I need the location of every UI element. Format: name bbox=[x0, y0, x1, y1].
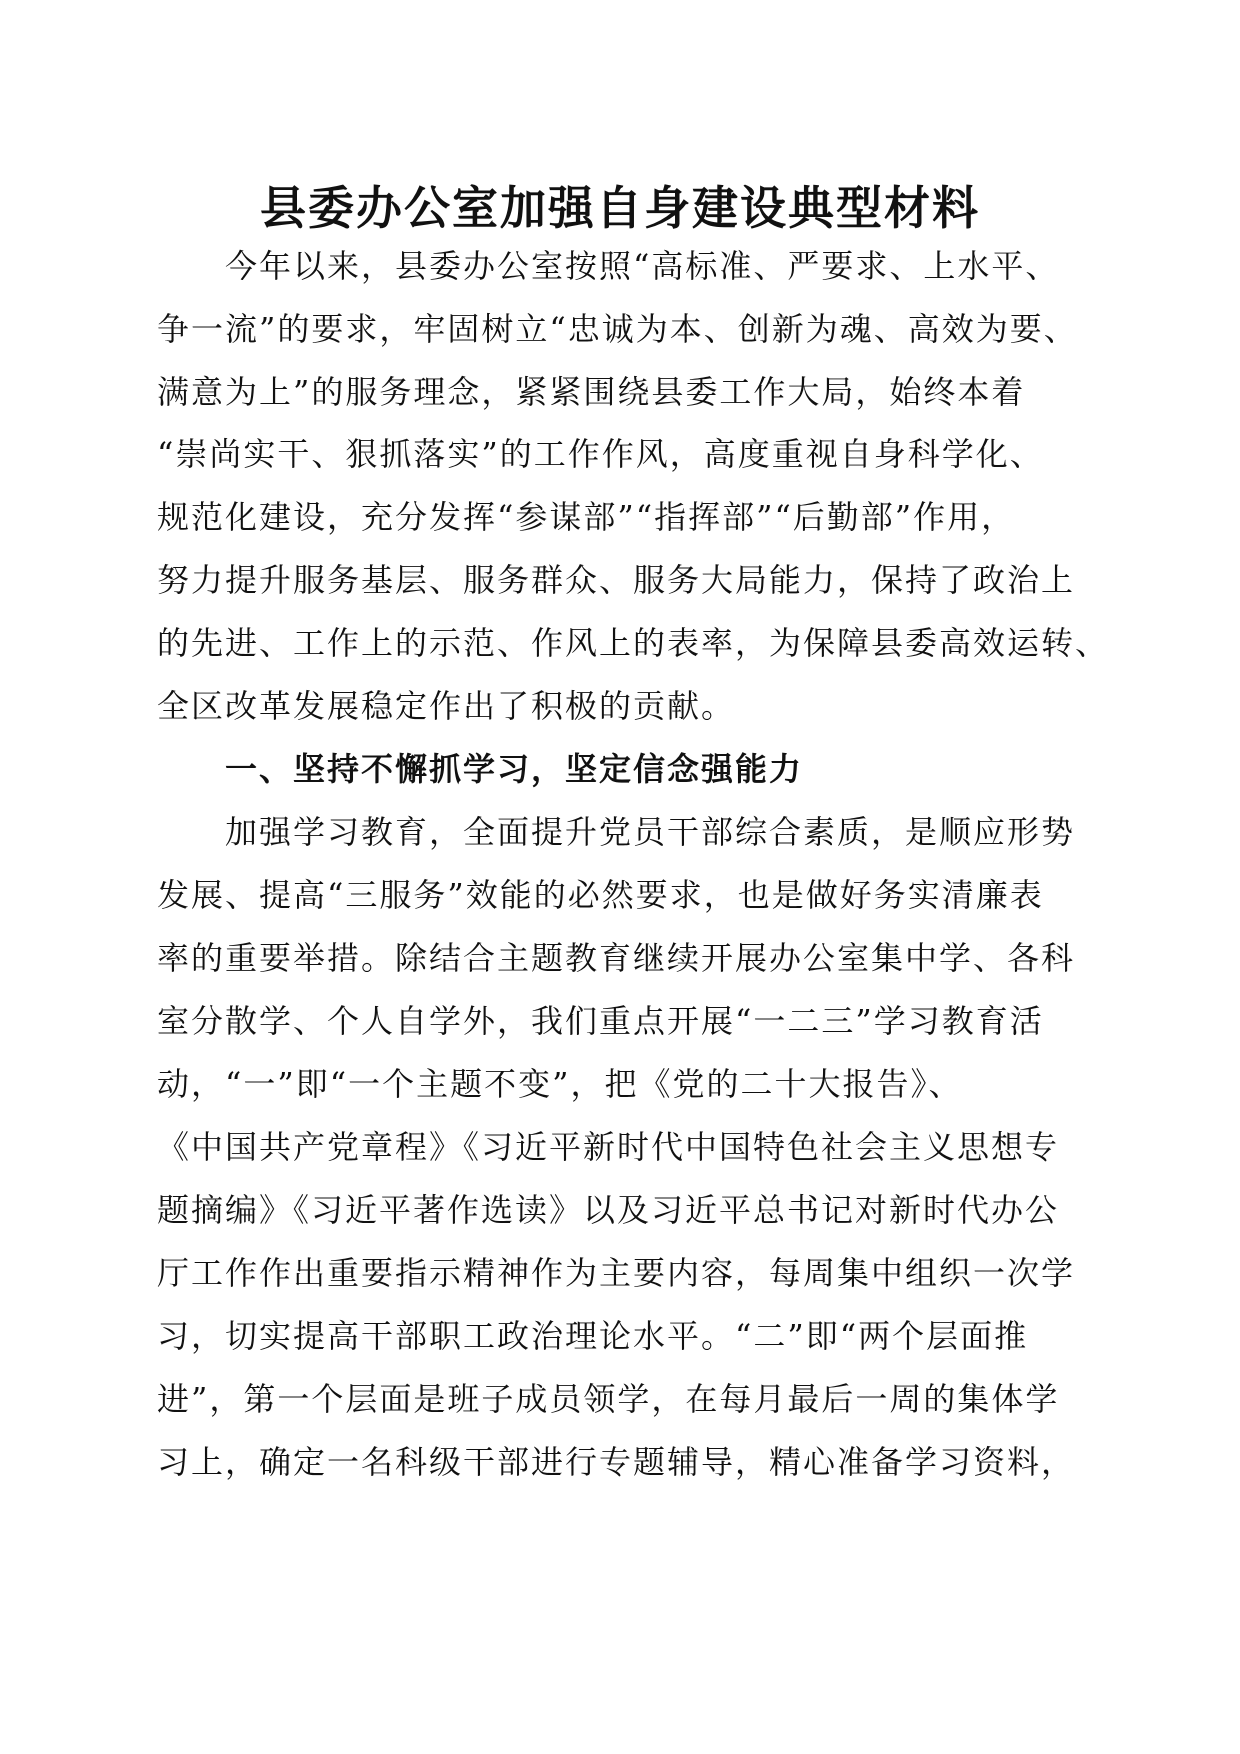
body-line: 争一流”的要求，牢固树立“忠诚为本、创新为魂、高效为要、 bbox=[157, 310, 1078, 348]
section-heading: 一、坚持不懈抓学习，坚定信念强能力 bbox=[157, 750, 804, 788]
body-line: 室分散学、个人自学外，我们重点开展“一二三”学习教育活 bbox=[157, 1002, 1044, 1040]
body-line: 题摘编》《习近平著作选读》以及习近平总书记对新时代办公 bbox=[157, 1191, 1060, 1229]
body-line: 习，切实提高干部职工政治理论水平。“二”即“两个层面推 bbox=[157, 1317, 1029, 1355]
body-line: 努力提升服务基层、服务群众、服务大局能力，保持了政治上 bbox=[157, 561, 1076, 599]
body-line: 满意为上”的服务理念，紧紧围绕县委工作大局，始终本着 bbox=[157, 373, 1026, 411]
body-line: 习上，确定一名科级干部进行专题辅导，精心准备学习资料， bbox=[157, 1443, 1076, 1481]
body-line: “崇尚实干、狠抓落实”的工作作风，高度重视自身科学化、 bbox=[157, 435, 1044, 473]
body-line: 发展、提高“三服务”效能的必然要求，也是做好务实清廉表 bbox=[157, 876, 1044, 914]
body-line: 《中国共产党章程》《习近平新时代中国特色社会主义思想专 bbox=[157, 1128, 1060, 1166]
body-line: 进”，第一个层面是班子成员领学，在每月最后一周的集体学 bbox=[157, 1380, 1060, 1418]
body-line: 厅工作作出重要指示精神作为主要内容，每周集中组织一次学 bbox=[157, 1254, 1076, 1292]
body-line: 动，“一”即“一个主题不变”，把《党的二十大报告》、 bbox=[157, 1065, 963, 1103]
body-line: 加强学习教育，全面提升党员干部综合素质，是顺应形势 bbox=[157, 813, 1076, 851]
body-line: 全区改革发展稳定作出了积极的贡献。 bbox=[157, 687, 736, 725]
document-title: 县委办公室加强自身建设典型材料 bbox=[260, 181, 980, 235]
body-line: 的先进、工作上的示范、作风上的表率，为保障县委高效运转、 bbox=[157, 624, 1110, 662]
body-line: 今年以来，县委办公室按照“高标准、严要求、上水平、 bbox=[157, 247, 1060, 285]
body-line: 率的重要举措。除结合主题教育继续开展办公室集中学、各科 bbox=[157, 939, 1076, 977]
body-line: 规范化建设，充分发挥“参谋部”“指挥部”“后勤部”作用， bbox=[157, 498, 1016, 536]
